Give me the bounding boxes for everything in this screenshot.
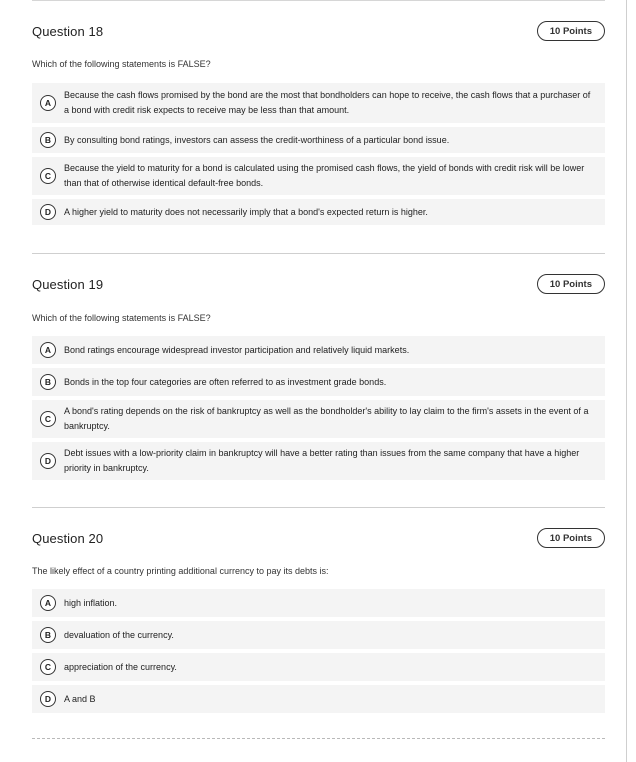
option-letter-b: B	[40, 374, 56, 390]
question-20	[32, 528, 605, 704]
answer-options	[32, 83, 605, 229]
option-a[interactable]	[32, 83, 605, 123]
option-text: appreciation of the currency.	[64, 661, 177, 672]
option-d[interactable]	[32, 199, 605, 225]
points-badge: 10 Points	[537, 274, 605, 294]
option-letter-a: A	[40, 342, 56, 358]
option-letter-c: C	[40, 168, 56, 184]
answer-options	[32, 589, 605, 717]
question-divider-dashed	[32, 738, 605, 739]
option-letter-d: D	[40, 691, 56, 707]
option-c[interactable]	[32, 157, 605, 195]
question-19	[32, 274, 605, 473]
question-prompt: The likely effect of a country printing additional currency to pay its debts is:	[32, 566, 329, 576]
option-b[interactable]	[32, 621, 605, 649]
option-letter-c: C	[40, 411, 56, 427]
option-text: A higher yield to maturity does not necessarily imply that a bond's expected return is higher.	[64, 206, 428, 217]
option-text: Because the yield to maturity for a bond is calculated using the promised cash flows, the yield of bonds with credit risk will be lower than that of otherwise identical default-free bonds.	[64, 163, 585, 188]
question-18	[32, 21, 605, 217]
option-b[interactable]	[32, 127, 605, 153]
option-letter-b: B	[40, 627, 56, 643]
top-divider	[32, 0, 605, 1]
points-badge: 10 Points	[537, 528, 605, 548]
answer-options	[32, 336, 605, 484]
option-letter-d: D	[40, 453, 56, 469]
option-d[interactable]	[32, 685, 605, 713]
question-header	[32, 21, 605, 43]
question-title: Question 18	[32, 24, 104, 39]
question-prompt: Which of the following statements is FALSE?	[32, 59, 211, 69]
option-text: Debt issues with a low-priority claim in bankruptcy will have a better rating than issues from the same company that have a higher priority in bankruptcy.	[64, 448, 580, 473]
option-text: A and B	[64, 693, 96, 704]
option-letter-d: D	[40, 204, 56, 220]
option-text: A bond's rating depends on the risk of bankruptcy as well as the bondholder's ability to lay claim to the firm's assets in the event of a bankruptcy.	[64, 406, 589, 431]
question-divider	[32, 507, 605, 508]
option-letter-c: C	[40, 659, 56, 675]
question-divider	[32, 253, 605, 254]
option-letter-b: B	[40, 132, 56, 148]
option-a[interactable]	[32, 589, 605, 617]
option-letter-a: A	[40, 595, 56, 611]
option-text: Bond ratings encourage widespread investor participation and relatively liquid markets.	[64, 344, 410, 355]
option-c[interactable]	[32, 653, 605, 681]
question-title: Question 19	[32, 277, 104, 292]
option-d[interactable]	[32, 442, 605, 480]
question-prompt: Which of the following statements is FALSE?	[32, 313, 211, 323]
option-text: Because the cash flows promised by the bond are the most that bondholders can hope to receive, the cash flows that a purchaser of a bond with credit risk expects to receive may be less than that amount.	[64, 90, 591, 115]
option-text: By consulting bond ratings, investors can assess the credit-worthiness of a particular bond issue.	[64, 134, 450, 145]
option-b[interactable]	[32, 368, 605, 396]
question-header	[32, 528, 605, 550]
option-a[interactable]	[32, 336, 605, 364]
option-text: devaluation of the currency.	[64, 629, 174, 640]
option-text: Bonds in the top four categories are often referred to as investment grade bonds.	[64, 376, 387, 387]
option-c[interactable]	[32, 400, 605, 438]
points-badge: 10 Points	[537, 21, 605, 41]
question-header	[32, 274, 605, 296]
option-text: high inflation.	[64, 597, 118, 608]
option-letter-a: A	[40, 95, 56, 111]
question-title: Question 20	[32, 531, 104, 546]
